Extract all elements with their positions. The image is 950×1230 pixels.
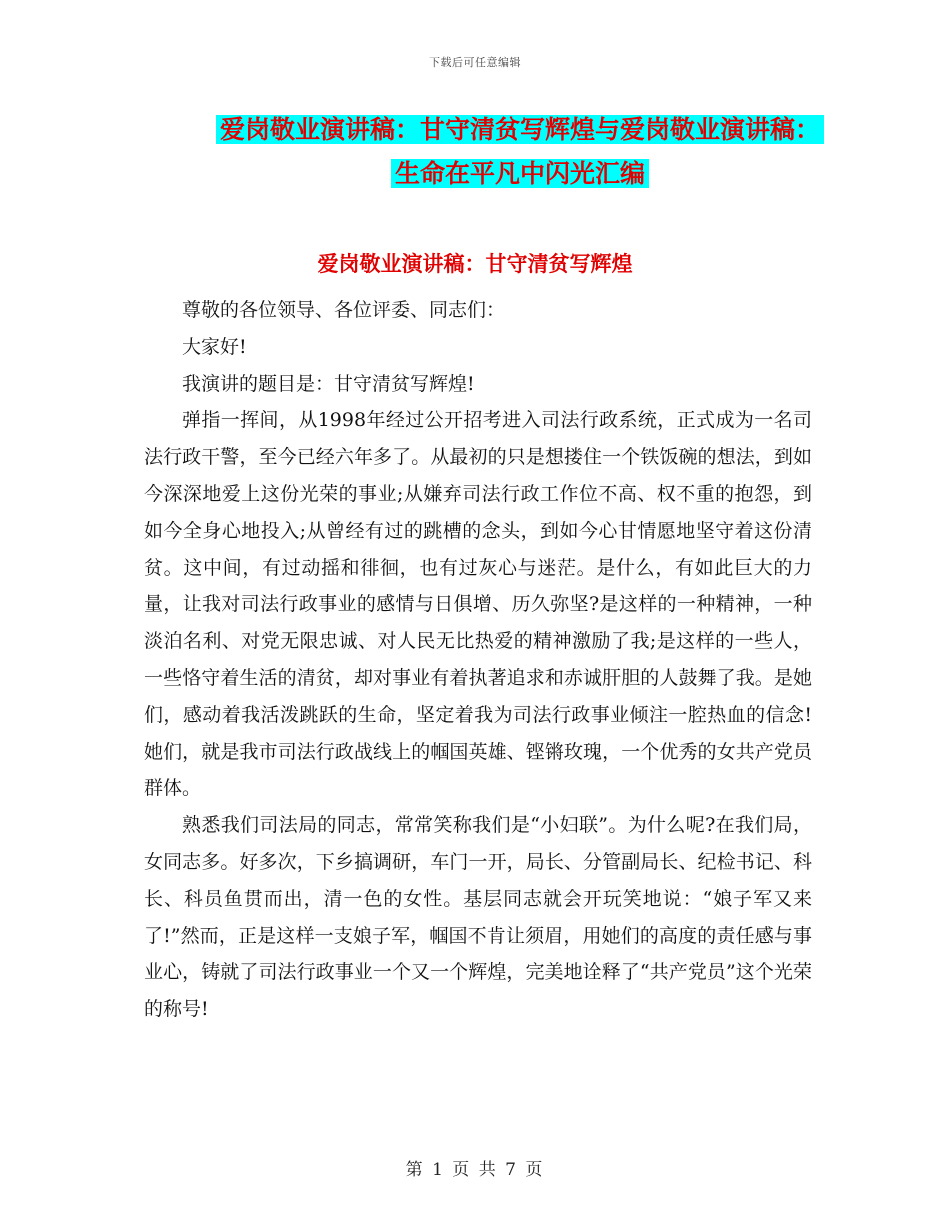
section-title: 爱岗敬业演讲稿：甘守清贫写辉煌: [317, 251, 633, 276]
document-title-line-1: 爱岗敬业演讲稿：甘守清贫写辉煌与爱岗敬业演讲稿：: [216, 115, 824, 144]
page-number: 第 1 页 共 7 页: [405, 1160, 545, 1180]
document-title-line-2: 生命在平凡中闪光汇编: [391, 159, 649, 188]
paragraph-body: 弹指一挥间，从1998年经过公开招考进入司法行政系统，正式成为一名司法行政干警，至今已经六年多了。从最初的只是想搂住一个铁饭碗的想法，到如今深深地爱上这份光荣的事业;从嫌弃司法行政工作位不高、权不重的抱怨，到如今全身心地投入;从曾经有过的跳槽的念头，到如今心甘情愿地坚守着这份清贫。这中间，有过动摇和徘徊，也有过灰心与迷茫。是什么，有如此巨大的力量，让我对司法行政事业的感情与日俱增、历久弥坚?是这样的一种精神，一种淡泊名利、对党无限忠诚、对人民无比热爱的精神激励了我;是这样的一些人，一些恪守着生活的清贫，却对事业有着执著追求和赤诚肝胆的人鼓舞了我。是她们，感动着我活泼跳跃的生命，坚定着我为司法行政事业倾注一腔热血的信念!她们，就是我市司法行政战线上的帼国英雄、铿锵玫瑰，一个优秀的女共产党员群体。: [144, 409, 812, 800]
header-note: 下载后可任意编辑: [429, 56, 521, 69]
paragraph-body: 熟悉我们司法局的同志，常常笑称我们是“小妇联”。为什么呢?在我们局，女同志多。好多次，下乡搞调研，车门一开，局长、分管副局长、纪检书记、科长、科员鱼贯而出，清一色的女性。基层同志就会开玩笑地说：“娘子军又来了!”然而，正是这样一支娘子军，帼国不肯让须眉，用她们的高度的责任感与事业心，铸就了司法行政事业一个又一个辉煌，完美地诠释了“共产党员”这个光荣的称号!: [144, 814, 812, 1021]
document-title: [190, 108, 850, 196]
document-body: [144, 292, 812, 1028]
paragraph-topic: 我演讲的题目是：甘守清贫写辉煌!: [182, 372, 475, 395]
paragraph-greeting: 大家好!: [182, 335, 247, 358]
paragraph-salutation: 尊敬的各位领导、各位评委、同志们：: [182, 299, 506, 321]
